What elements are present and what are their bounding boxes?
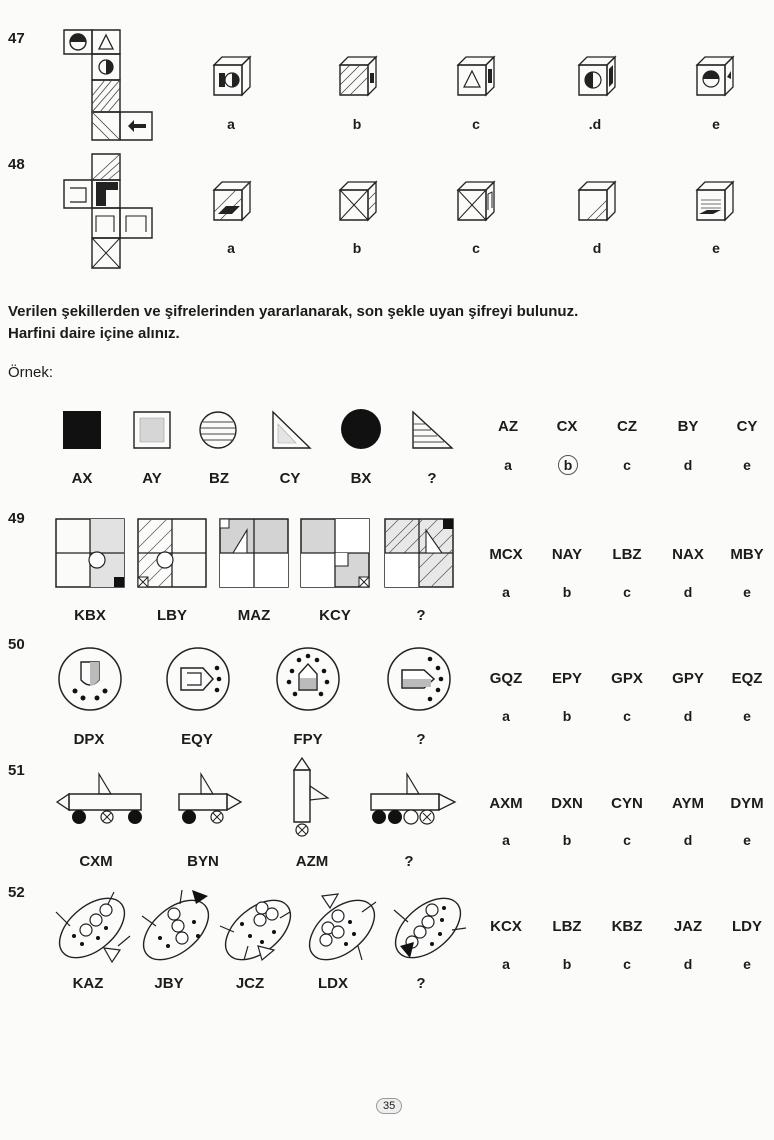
q48-option-b[interactable]: b: [352, 240, 362, 256]
q50-figure-3: [275, 646, 341, 712]
q48-option-a[interactable]: a: [227, 240, 235, 256]
example-answer-e: CY: [736, 418, 758, 435]
q49-figure-question: [384, 518, 454, 588]
q49-label-4: KCY: [319, 607, 351, 624]
q47-option-c[interactable]: c: [472, 116, 480, 132]
q49-label-1: KBX: [74, 607, 106, 624]
example-triangle: [270, 410, 312, 450]
q49-figure-2: [137, 518, 207, 588]
page-number: 35: [376, 1098, 402, 1114]
q52-option-c[interactable]: c: [623, 956, 631, 972]
q49-option-e[interactable]: e: [743, 584, 751, 600]
q52-answer-a: KCX: [490, 918, 522, 935]
q48-cube-net: [62, 152, 162, 272]
example-dotted-square: [132, 410, 172, 450]
q52-answer-b: LBZ: [552, 918, 582, 935]
q52-answer-d: JAZ: [673, 918, 703, 935]
q51-option-b[interactable]: b: [562, 832, 572, 848]
q51-label-2: BYN: [187, 853, 219, 870]
question-number-51: 51: [8, 762, 25, 779]
example-striped-circle: [198, 410, 238, 450]
example-label-2: AY: [142, 470, 162, 487]
example-option-b-circled[interactable]: b: [558, 455, 578, 475]
q52-figure-2: [132, 886, 220, 970]
q52-option-d[interactable]: d: [683, 956, 693, 972]
example-option-c[interactable]: c: [623, 457, 631, 473]
q52-label-3: JCZ: [235, 975, 265, 992]
example-label-5: BX: [350, 470, 372, 487]
q48-option-e[interactable]: e: [712, 240, 720, 256]
q50-option-a[interactable]: a: [502, 708, 510, 724]
q52-label-question: ?: [416, 975, 426, 992]
q49-option-d[interactable]: d: [683, 584, 693, 600]
q49-answer-e: MBY: [730, 546, 764, 563]
q51-figure-3: [288, 756, 350, 844]
example-answer-c: CZ: [617, 418, 637, 435]
q52-figure-question: [382, 886, 472, 970]
question-number-50: 50: [8, 636, 25, 653]
q51-option-c[interactable]: c: [623, 832, 631, 848]
q50-option-c[interactable]: c: [623, 708, 631, 724]
q51-answer-c: CYN: [611, 795, 643, 812]
q47-option-e-cube: [693, 55, 737, 99]
example-black-square: [62, 410, 102, 450]
example-striped-triangle: [410, 410, 454, 450]
q52-answer-c: KBZ: [611, 918, 643, 935]
question-number-52: 52: [8, 884, 25, 901]
q49-option-a[interactable]: a: [502, 584, 510, 600]
q47-option-b-cube: [336, 55, 380, 99]
q47-option-a[interactable]: a: [227, 116, 235, 132]
q50-label-question: ?: [416, 731, 426, 748]
q48-option-a-cube: [210, 180, 254, 224]
q47-option-a-cube: [210, 55, 254, 99]
q50-answer-c: GPX: [611, 670, 643, 687]
example-heading: Örnek:: [8, 364, 54, 381]
example-label-3: BZ: [209, 470, 229, 487]
q51-figure-2: [175, 772, 245, 830]
q51-answer-d: AYM: [672, 795, 704, 812]
q48-option-c-cube: [454, 180, 498, 224]
q47-cube-net: [60, 28, 160, 143]
q49-option-b[interactable]: b: [562, 584, 572, 600]
q49-figure-1: [55, 518, 125, 588]
question-number-47: 47: [8, 30, 25, 47]
q51-option-d[interactable]: d: [683, 832, 693, 848]
q52-label-1: KAZ: [72, 975, 104, 992]
q51-figure-question: [367, 772, 459, 830]
example-option-e[interactable]: e: [743, 457, 751, 473]
q50-label-1: DPX: [73, 731, 105, 748]
q49-label-3: MAZ: [237, 607, 271, 624]
q48-option-b-cube: [336, 180, 380, 224]
q52-option-b[interactable]: b: [562, 956, 572, 972]
instructions-line-1: Verilen şekillerden ve şifrelerinden yararlanarak, son şekle uyan şifreyi bulunuz.: [8, 303, 579, 320]
q47-option-e[interactable]: e: [712, 116, 720, 132]
q49-figure-4: [300, 518, 370, 588]
q51-option-e[interactable]: e: [743, 832, 751, 848]
q51-label-question: ?: [404, 853, 414, 870]
example-option-a[interactable]: a: [504, 457, 512, 473]
q51-figure-1: [55, 772, 147, 830]
q48-option-c[interactable]: c: [472, 240, 480, 256]
q52-option-a[interactable]: a: [502, 956, 510, 972]
q48-option-d[interactable]: d: [592, 240, 602, 256]
q47-option-d-cube: [575, 55, 619, 99]
q49-answer-c: LBZ: [612, 546, 642, 563]
q52-figure-3: [214, 886, 302, 970]
q52-option-e[interactable]: e: [743, 956, 751, 972]
q49-figure-3: [219, 518, 289, 588]
q51-answer-a: AXM: [489, 795, 523, 812]
q50-answer-a: GQZ: [489, 670, 523, 687]
instructions-line-2: Harfini daire içine alınız.: [8, 325, 180, 342]
q47-option-d[interactable]: .d: [588, 116, 602, 132]
q50-answer-e: EQZ: [731, 670, 763, 687]
q52-label-4: LDX: [318, 975, 348, 992]
q49-label-question: ?: [416, 607, 426, 624]
q49-answer-a: MCX: [489, 546, 523, 563]
q50-answer-d: GPY: [672, 670, 704, 687]
q49-label-2: LBY: [157, 607, 187, 624]
q51-option-a[interactable]: a: [502, 832, 510, 848]
q50-option-e[interactable]: e: [743, 708, 751, 724]
q47-option-b[interactable]: b: [352, 116, 362, 132]
example-answer-d: BY: [677, 418, 699, 435]
example-label-4: CY: [279, 470, 301, 487]
q51-answer-b: DXN: [551, 795, 583, 812]
q51-label-3: AZM: [295, 853, 329, 870]
q49-answer-d: NAX: [672, 546, 704, 563]
example-label-question: ?: [427, 470, 437, 487]
question-number-49: 49: [8, 510, 25, 527]
q48-option-d-cube: [575, 180, 619, 224]
q47-option-c-cube: [454, 55, 498, 99]
example-answer-b: CX: [556, 418, 578, 435]
q50-figure-2: [165, 646, 231, 712]
q51-answer-e: DYM: [730, 795, 764, 812]
example-option-d[interactable]: d: [683, 457, 693, 473]
q48-option-e-cube: [693, 180, 737, 224]
q50-figure-question: [386, 646, 452, 712]
q50-label-3: FPY: [293, 731, 323, 748]
question-number-48: 48: [8, 156, 25, 173]
example-answer-a: AZ: [498, 418, 518, 435]
example-label-1: AX: [71, 470, 93, 487]
example-black-circle: [340, 408, 382, 450]
q50-option-b[interactable]: b: [562, 708, 572, 724]
q52-label-2: JBY: [154, 975, 184, 992]
q49-answer-b: NAY: [551, 546, 583, 563]
q50-figure-1: [57, 646, 123, 712]
q50-option-d[interactable]: d: [683, 708, 693, 724]
q52-figure-4: [298, 886, 386, 970]
q50-answer-b: EPY: [551, 670, 582, 687]
q51-label-1: CXM: [79, 853, 113, 870]
q49-option-c[interactable]: c: [623, 584, 631, 600]
q52-answer-e: LDY: [732, 918, 762, 935]
q52-figure-1: [48, 886, 136, 970]
q50-label-2: EQY: [181, 731, 213, 748]
